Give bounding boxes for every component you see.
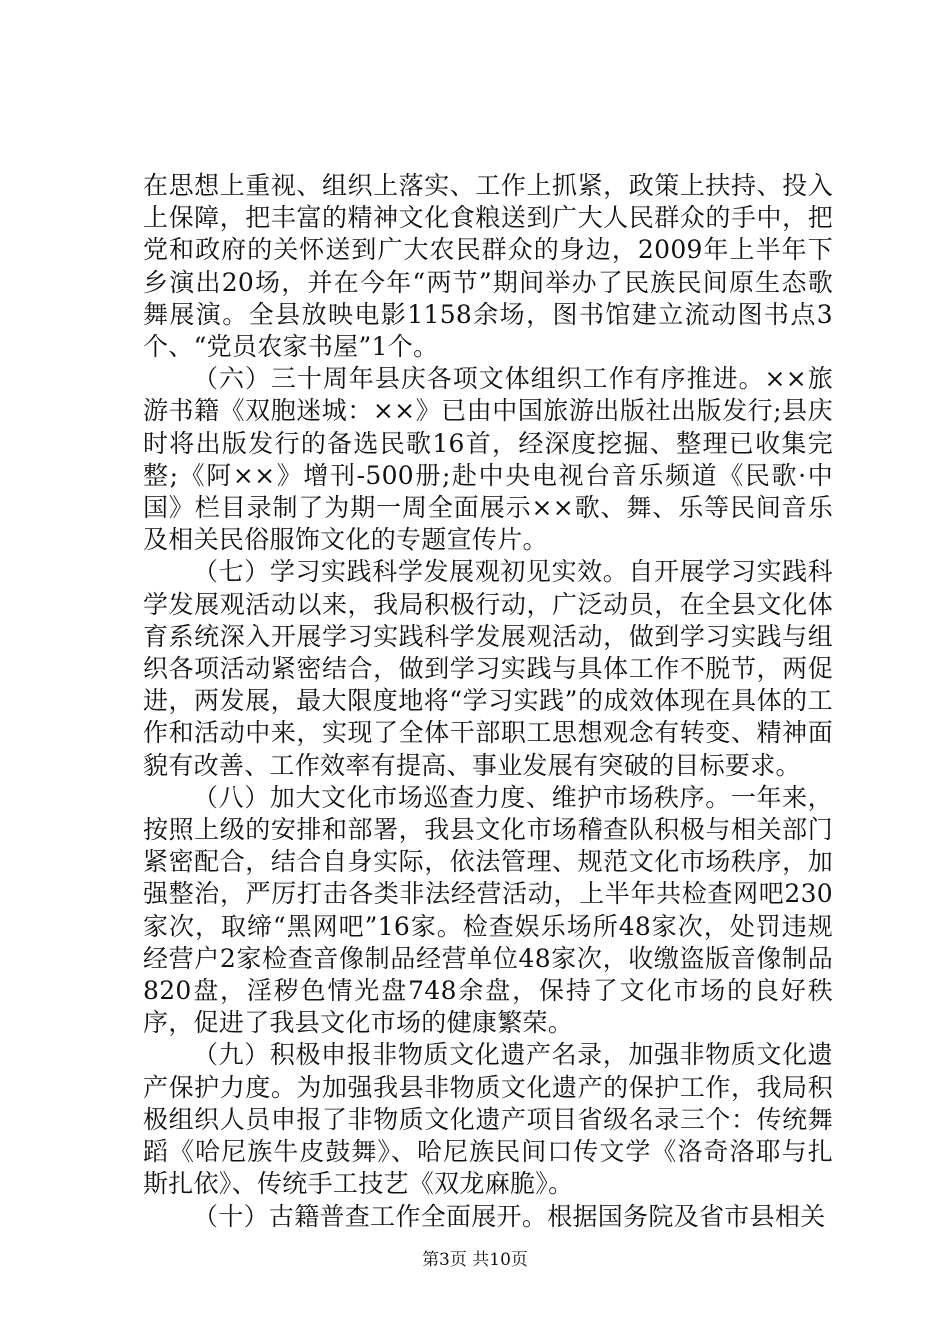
paragraph-ten-ancient-books: （十）古籍普查工作全面展开。根据国务院及省市县相关	[193, 1201, 826, 1231]
document-body	[143, 170, 833, 1233]
page-number-label: 第3页 共10页	[422, 1250, 528, 1270]
paragraph-six-county-anniversary: （六）三十周年县庆各项文体组织工作有序推进。××旅游书籍《双胞迷城：××》已由中国旅游出版社出版发行;县庆时将出版发行的备选民歌16首，经深度挖掘、整理已收集完整;《阿××》增刊-500册;赴中央电视台音乐频道《民歌·中国》栏目录制了为期一周全面展示××歌、舞、乐等民间音乐及相关民俗服饰文化的专题宣传片。	[143, 364, 833, 555]
paragraph-seven-scientific-development: （七）学习实践科学发展观初见实效。自开展学习实践科学发展观活动以来，我局积极行动，广泛动员，在全县文化体育系统深入开展学习实践科学发展观活动，做到学习实践与组织各项活动紧密结合，做到学习实践与具体工作不脱节，两促进，两发展，最大限度地将“学习实践”的成效体现在具体的工作和活动中来，实现了全体干部职工思想观念有转变、精神面貌有改善、工作效率有提高、事业发展有突破的目标要求。	[143, 557, 833, 780]
paragraph-eight-market-inspection: （八）加大文化市场巡查力度、维护市场秩序。一年来，按照上级的安排和部署，我县文化市场稽查队积极与相关部门紧密配合，结合自身实际，依法管理、规范文化市场秩序，加强整治，严厉打击各类非法经营活动，上半年共检查网吧230家次，取缔“黑网吧”16家。检查娱乐场所48家次，处罚违规经营户2家检查音像制品经营单位48家次，收缴盗版音像制品820盘，淫秽色情光盘748余盘，保持了文化市场的良好秩序，促进了我县文化市场的健康繁荣。	[143, 782, 833, 1038]
page-footer	[0, 1245, 950, 1270]
paragraph-continuation: 在思想上重视、组织上落实、工作上抓紧，政策上扶持、投入上保障，把丰富的精神文化食粮送到广大人民群众的手中，把党和政府的关怀送到广大农民群众的身边，2009年上半年下乡演出20场，并在今年“两节”期间举办了民族民间原生态歌舞展演。全县放映电影1158余场，图书馆建立流动图书点3个、“党员农家书屋”1个。	[143, 171, 833, 362]
paragraph-nine-intangible-heritage: （九）积极申报非物质文化遗产名录，加强非物质文化遗产保护力度。为加强我县非物质文化遗产的保护工作，我局积极组织人员申报了非物质文化遗产项目省级名录三个：传统舞蹈《哈尼族牛皮鼓舞》、哈尼族民间口传文学《洛奇洛耶与扎斯扎依》、传统手工技艺《双龙麻脆》。	[143, 1040, 833, 1199]
